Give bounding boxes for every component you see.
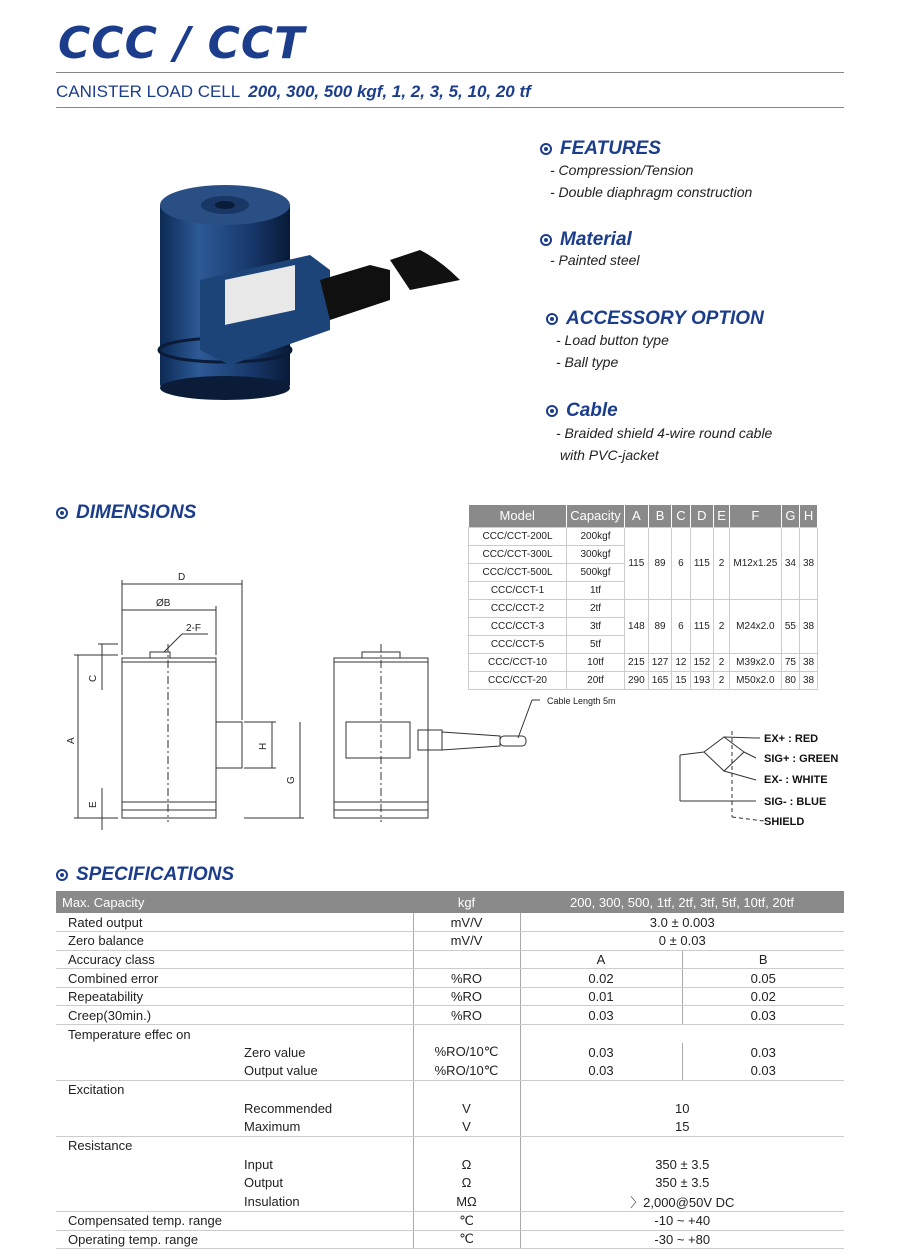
spec-unit: V: [413, 1099, 520, 1118]
spec-unit: Ω: [413, 1155, 520, 1174]
spec-unit: [413, 1080, 520, 1099]
spec-unit: MΩ: [413, 1192, 520, 1212]
model-cell: CCC/CCT-5: [469, 635, 567, 653]
spec-row: [56, 1080, 844, 1099]
dim-col-header: B: [648, 505, 672, 527]
dim-value-cell: 115: [690, 599, 714, 653]
divider: [56, 72, 844, 73]
subtitle: [56, 82, 531, 102]
spec-unit: %RO: [413, 987, 520, 1006]
spec-label: Accuracy class: [56, 950, 413, 969]
spec-sublabel: Output: [244, 1175, 284, 1191]
dim-value-cell: M39x2.0: [729, 653, 781, 671]
spec-row: [56, 1173, 844, 1192]
spec-label: Excitation: [68, 1082, 125, 1098]
spec-label: Operating temp. range: [56, 1230, 413, 1249]
spec-row: [56, 1043, 844, 1062]
accessory-heading: ACCESSORY OPTION: [546, 308, 764, 330]
spec-row: [56, 969, 844, 988]
dim-value-cell: 15: [672, 671, 690, 689]
spec-value: -30 ~ +80: [520, 1230, 844, 1249]
spec-label: Repeatability: [56, 987, 413, 1006]
dim-label-g: G: [286, 776, 297, 784]
spec-unit: mV/V: [413, 913, 520, 932]
spec-value: [520, 1080, 844, 1099]
dim-label-a: A: [66, 737, 77, 744]
spec-label: Creep(30min.): [56, 1006, 413, 1025]
dim-value-cell: 290: [625, 671, 649, 689]
dim-label-d: D: [178, 572, 186, 583]
dim-value-cell: 127: [648, 653, 672, 671]
wire-ex-minus: EX- : WHITE: [764, 774, 828, 786]
spec-value-b: 0.03: [682, 1062, 844, 1081]
spec-row: [56, 1136, 844, 1155]
spec-header-unit: kgf: [413, 891, 520, 913]
spec-value: -10 ~ +40: [520, 1211, 844, 1230]
spec-row: [56, 1062, 844, 1081]
capacity-cell: 10tf: [567, 653, 625, 671]
spec-label: Rated output: [56, 913, 413, 932]
dim-col-header: D: [690, 505, 714, 527]
spec-row: [56, 1118, 844, 1137]
spec-value: [520, 1136, 844, 1155]
spec-sublabel: Maximum: [56, 1118, 413, 1137]
wire-sig-minus: SIG- : BLUE: [764, 796, 827, 808]
spec-unit: %RO/10℃: [413, 1043, 520, 1062]
dim-row: [469, 527, 818, 545]
dim-value-cell: 115: [625, 527, 649, 599]
dim-value-cell: 215: [625, 653, 649, 671]
spec-row: [56, 932, 844, 951]
spec-value-a: 0.01: [520, 987, 682, 1006]
dim-label-e: E: [88, 801, 99, 808]
spec-value-b: 0.03: [682, 1006, 844, 1025]
dim-value-cell: 2: [714, 671, 730, 689]
dim-col-header: Capacity: [567, 505, 625, 527]
wire-sig-plus: SIG+ : GREEN: [764, 753, 839, 765]
model-cell: CCC/CCT-20: [469, 671, 567, 689]
cable-heading: Cable: [546, 400, 772, 422]
spec-value-a: 0.03: [588, 1044, 614, 1060]
dim-value-cell: M12x1.25: [729, 527, 781, 599]
material-heading: Material: [540, 229, 640, 251]
spec-unit: ℃: [413, 1230, 520, 1249]
dim-value-cell: 2: [714, 527, 730, 599]
dim-value-cell: M50x2.0: [729, 671, 781, 689]
bullet-icon: [546, 405, 558, 417]
capacity-cell: 2tf: [567, 599, 625, 617]
spec-unit: [413, 950, 520, 969]
spec-value: [520, 1025, 844, 1044]
dim-value-cell: 12: [672, 653, 690, 671]
dimensions-heading: DIMENSIONS: [56, 502, 196, 524]
specifications-heading: SPECIFICATIONS: [56, 864, 234, 886]
capacity-cell: 3tf: [567, 617, 625, 635]
dimension-table: [468, 505, 818, 690]
dim-value-cell: 38: [799, 599, 817, 653]
spec-value-a: A: [520, 950, 682, 969]
spec-sublabel: Zero value: [244, 1044, 306, 1060]
dim-value-cell: 165: [648, 671, 672, 689]
spec-row: [56, 913, 844, 932]
spec-unit: [413, 1025, 520, 1044]
spec-row: [56, 1192, 844, 1212]
dim-value-cell: 115: [690, 527, 714, 599]
bullet-icon: [56, 507, 68, 519]
spec-unit: ℃: [413, 1211, 520, 1230]
dim-value-cell: 89: [648, 599, 672, 653]
wiring-diagram: [676, 725, 846, 835]
spec-unit: V: [413, 1118, 520, 1137]
spec-row: [56, 987, 844, 1006]
spec-value: 3.0 ± 0.003: [520, 913, 844, 932]
spec-header-label: Max. Capacity: [56, 891, 413, 913]
cable-length-label: Cable Length 5m: [547, 696, 616, 706]
dim-value-cell: 2: [714, 599, 730, 653]
subtitle-prefix: CANISTER LOAD CELL: [56, 82, 241, 101]
model-cell: CCC/CCT-500L: [469, 563, 567, 581]
wire-shield: SHIELD: [764, 816, 805, 828]
dim-label-b: ØB: [156, 598, 171, 609]
capacity-cell: 20tf: [567, 671, 625, 689]
spec-label: Combined error: [56, 969, 413, 988]
bullet-icon: [56, 869, 68, 881]
dim-row: [469, 653, 818, 671]
spec-sublabel: Insulation: [56, 1192, 413, 1212]
spec-label: Temperature effec on: [68, 1026, 191, 1042]
spec-value: 350 ± 3.5: [655, 1156, 710, 1172]
dim-value-cell: 38: [799, 527, 817, 599]
dim-value-cell: 152: [690, 653, 714, 671]
spec-unit: [413, 1136, 520, 1155]
model-cell: CCC/CCT-2: [469, 599, 567, 617]
spec-row: [56, 1230, 844, 1249]
spec-sublabel: Output value: [56, 1062, 413, 1081]
spec-value-b: 0.05: [682, 969, 844, 988]
capacity-cell: 5tf: [567, 635, 625, 653]
spec-sublabel: Recommended: [244, 1100, 333, 1116]
spec-label: Compensated temp. range: [56, 1211, 413, 1230]
spec-unit: mV/V: [413, 932, 520, 951]
spec-unit: %RO/10℃: [413, 1062, 520, 1081]
spec-label: Zero balance: [56, 932, 413, 951]
spec-row: [56, 1211, 844, 1230]
spec-header-capacities: 200, 300, 500, 1tf, 2tf, 3tf, 5tf, 10tf, 20tf: [520, 891, 844, 913]
dim-value-cell: 148: [625, 599, 649, 653]
dim-col-header: Model: [469, 505, 567, 527]
wire-ex-plus: EX+ : RED: [764, 733, 819, 745]
feature-item: - Compression/Tension: [550, 162, 694, 178]
spec-unit: Ω: [413, 1173, 520, 1192]
specifications-table: [56, 891, 844, 1249]
dim-value-cell: 6: [672, 527, 690, 599]
spec-value-a: 0.03: [520, 1062, 682, 1081]
spec-row: [56, 1155, 844, 1174]
spec-row: [56, 1025, 844, 1044]
dim-label-h: H: [258, 742, 269, 750]
accessory-item: - Load button type: [556, 332, 669, 348]
dim-col-header: G: [781, 505, 799, 527]
dim-col-header: F: [729, 505, 781, 527]
dim-value-cell: M24x2.0: [729, 599, 781, 653]
spec-unit: %RO: [413, 969, 520, 988]
dim-value-cell: 75: [781, 653, 799, 671]
features-heading: FEATURES: [540, 138, 752, 160]
spec-value: 15: [520, 1118, 844, 1137]
spec-value: 0 ± 0.03: [520, 932, 844, 951]
dim-value-cell: 55: [781, 599, 799, 653]
spec-sublabel: Input: [244, 1156, 273, 1172]
feature-item: - Double diaphragm construction: [550, 184, 753, 200]
subtitle-capacities: 200, 300, 500 kgf, 1, 2, 3, 5, 10, 20 tf: [248, 82, 531, 101]
product-photo: [140, 170, 440, 410]
dim-col-header: H: [799, 505, 817, 527]
dim-value-cell: 89: [648, 527, 672, 599]
accessory-item: - Ball type: [556, 354, 619, 370]
cable-item: with PVC-jacket: [560, 447, 659, 463]
spec-value: 〉2,000@50V DC: [520, 1192, 844, 1212]
spec-row: [56, 950, 844, 969]
spec-value-b: 0.03: [682, 1043, 844, 1062]
spec-value-a: 0.02: [520, 969, 682, 988]
model-cell: CCC/CCT-3: [469, 617, 567, 635]
page-title: CCC / CCT: [58, 18, 306, 69]
material-item: - Painted steel: [550, 252, 640, 268]
dim-col-header: E: [714, 505, 730, 527]
dim-label-c: C: [88, 674, 99, 682]
dim-col-header: A: [625, 505, 649, 527]
spec-value: 350 ± 3.5: [655, 1175, 710, 1191]
dim-value-cell: 2: [714, 653, 730, 671]
dim-value-cell: 193: [690, 671, 714, 689]
cable-item: - Braided shield 4-wire round cable: [556, 425, 773, 441]
dim-col-header: C: [672, 505, 690, 527]
capacity-cell: 500kgf: [567, 563, 625, 581]
spec-value-b: B: [682, 950, 844, 969]
dim-value-cell: 34: [781, 527, 799, 599]
dim-value-cell: 38: [799, 671, 817, 689]
capacity-cell: 1tf: [567, 581, 625, 599]
capacity-cell: 300kgf: [567, 545, 625, 563]
dim-row: [469, 671, 818, 689]
bullet-icon: [540, 234, 552, 246]
spec-label: Resistance: [68, 1138, 133, 1154]
spec-row: [56, 1099, 844, 1118]
model-cell: CCC/CCT-300L: [469, 545, 567, 563]
spec-row: [56, 1006, 844, 1025]
spec-unit: %RO: [413, 1006, 520, 1025]
bullet-icon: [540, 143, 552, 155]
model-cell: CCC/CCT-200L: [469, 527, 567, 545]
spec-value-b: 0.02: [682, 987, 844, 1006]
dim-value-cell: 38: [799, 653, 817, 671]
spec-value: 10: [675, 1100, 690, 1116]
bullet-icon: [546, 313, 558, 325]
divider: [56, 107, 844, 108]
capacity-cell: 200kgf: [567, 527, 625, 545]
model-cell: CCC/CCT-1: [469, 581, 567, 599]
spec-value-a: 0.03: [520, 1006, 682, 1025]
dim-value-cell: 6: [672, 599, 690, 653]
dim-value-cell: 80: [781, 671, 799, 689]
dim-row: [469, 599, 818, 617]
dim-label-f: 2-F: [186, 623, 201, 634]
model-cell: CCC/CCT-10: [469, 653, 567, 671]
